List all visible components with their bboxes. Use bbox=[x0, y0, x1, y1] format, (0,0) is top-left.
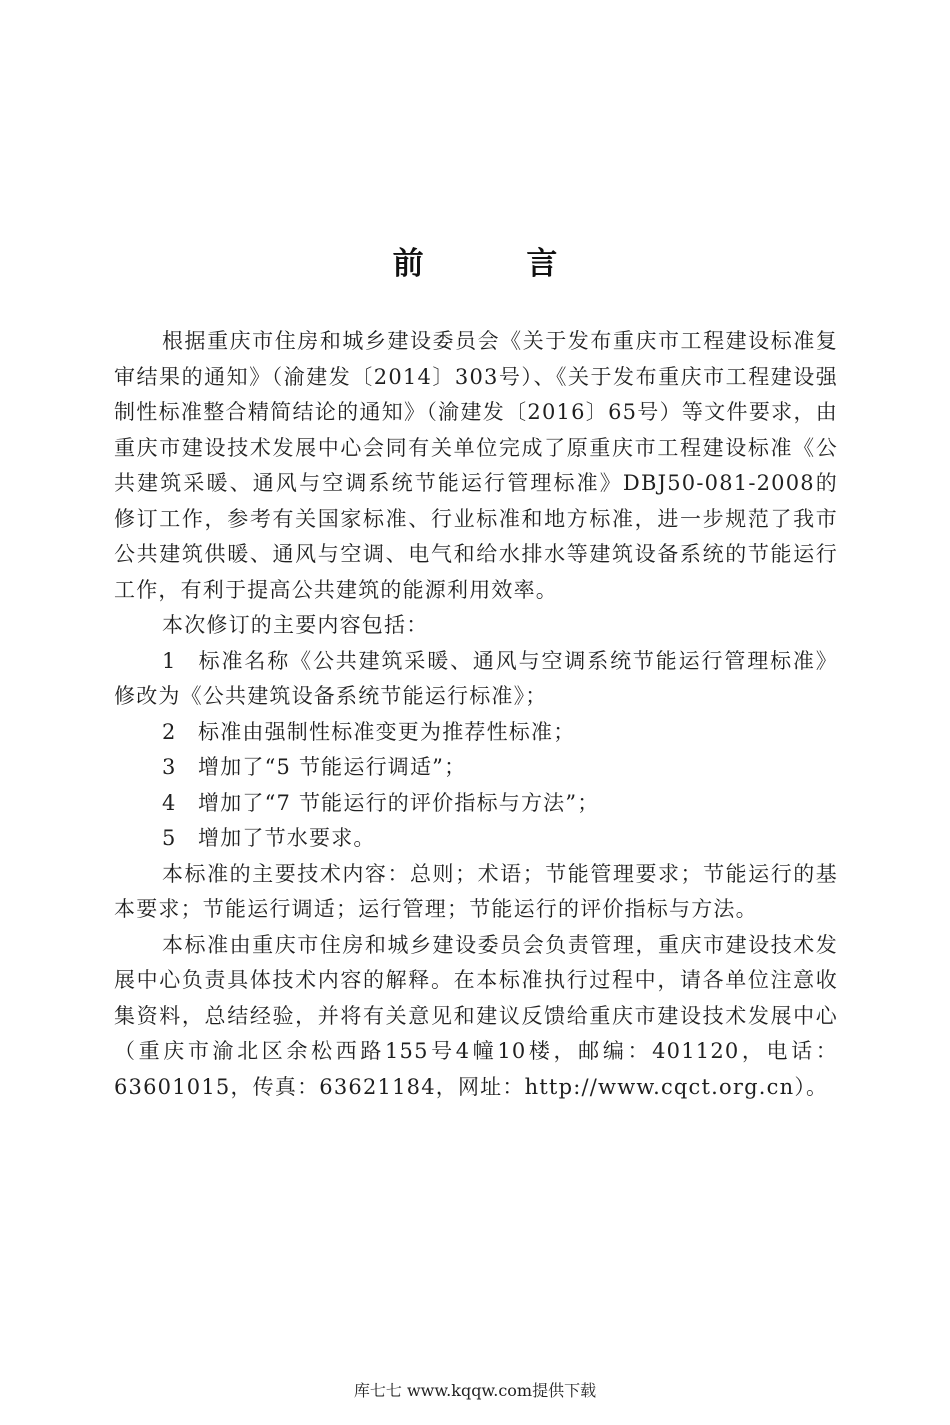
list-item-number: 1 bbox=[162, 648, 177, 673]
list-item bbox=[114, 715, 838, 751]
list-item-text: 增加了“5 节能运行调适”； bbox=[198, 755, 467, 779]
paragraph-intro: 根据重庆市住房和城乡建设委员会《关于发布重庆市工程建设标准复审结果的通知》（渝建发〔2014〕303号）、《关于发布重庆市工程建设强制性标准整合精简结论的通知》（渝建发〔2016〕65号）等文件要求，由重庆市建设技术发展中心会同有关单位完成了原重庆市工程建设标准《公共建筑采暖、通风与空调系统节能运行管理标准》DBJ50-081-2008的修订工作，参考有关国家标准、行业标准和地方标准，进一步规范了我市公共建筑供暖、通风与空调、电气和给水排水等建筑设备系统的节能运行工作，有利于提高公共建筑的能源利用效率。 bbox=[114, 329, 838, 602]
list-item bbox=[114, 644, 838, 715]
paragraph-technical-content: 本标准的主要技术内容：总则；术语；节能管理要求；节能运行的基本要求；节能运行调适；运行管理；节能运行的评价指标与方法。 bbox=[114, 861, 838, 921]
preface-body bbox=[114, 324, 838, 1105]
list-item-number: 5 bbox=[162, 826, 177, 850]
list-item-text: 标准名称《公共建筑采暖、通风与空调系统节能运行管理标准》修改为《公共建筑设备系统节能运行标准》； bbox=[114, 648, 838, 708]
list-item-number: 4 bbox=[162, 790, 177, 815]
list-item-text: 增加了“7 节能运行的评价指标与方法”； bbox=[198, 790, 600, 815]
list-item-text: 增加了节水要求。 bbox=[198, 826, 376, 850]
list-item-number: 2 bbox=[162, 719, 177, 744]
page-title: 前 言 bbox=[392, 246, 604, 282]
list-item-number: 3 bbox=[162, 755, 177, 779]
paragraph-revision-lead: 本次修订的主要内容包括： bbox=[162, 613, 429, 637]
list-item bbox=[114, 750, 838, 786]
paragraph-management-contact: 本标准由重庆市住房和城乡建设委员会负责管理，重庆市建设技术发展中心负责具体技术内容的解释。在本标准执行过程中，请各单位注意收集资料，总结经验，并将有关意见和建议反馈给重庆市建设技术发展中心（重庆市渝北区余松西路155号4幢10楼，邮编：401120，电话：63601015，传真：63621184，网址：http://www.cqct.org.cn）。 bbox=[114, 932, 838, 1099]
list-item-text: 标准由强制性标准变更为推荐性标准； bbox=[198, 719, 576, 744]
list-item bbox=[114, 821, 838, 857]
list-item bbox=[114, 786, 838, 822]
download-watermark: 库七七 www.kqqw.com提供下载 bbox=[353, 1381, 597, 1400]
